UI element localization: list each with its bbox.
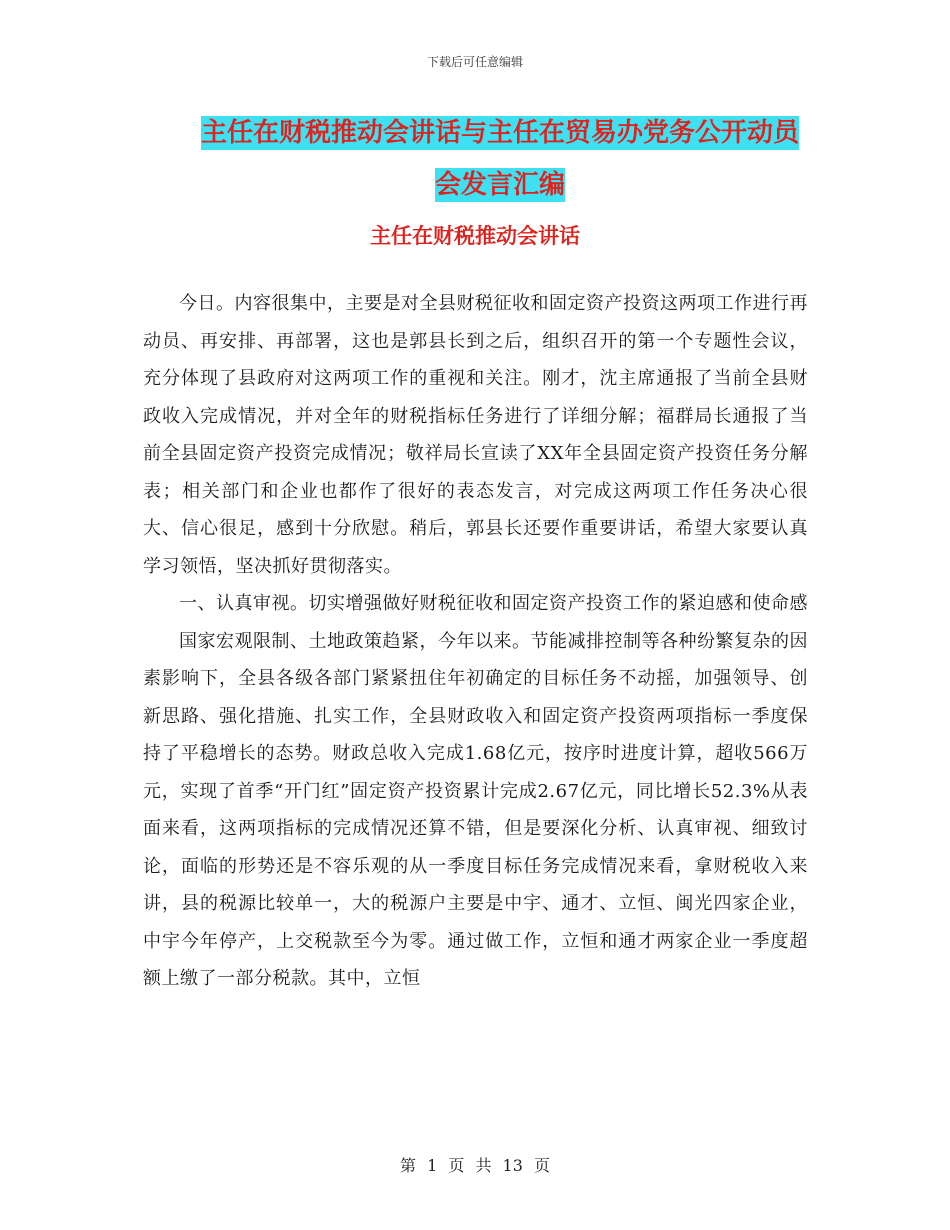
- document-title: [140, 107, 860, 211]
- paragraph-3: 国家宏观限制、土地政策趋紧，今年以来。节能减排控制等各种纷繁复杂的因素影响下，全县各级各部门紧紧扭住年初确定的目标任务不动摇，加强领导、创新思路、强化措施、扎实工作，全县财政收入和固定资产投资两项指标一季度保持了平稳增长的态势。财政总收入完成1.68亿元，按序时进度计算，超收566万元，实现了首季“开门红”固定资产投资累计完成2.67亿元，同比增长52.3%从表面来看，这两项指标的完成情况还算不错，但是要深化分析、认真审视、细致讨论，面临的形势还是不容乐观的从一季度目标任务完成情况来看，拿财税收入来讲，县的税源比较单一，大的税源户主要是中宇、通才、立恒、闽光四家企业，中宇今年停产，上交税款至今为零。通过做工作，立恒和通才两家企业一季度超额上缴了一部分税款。其中，立恒: [143, 630, 808, 989]
- section-title: 主任在财税推动会讲话: [370, 224, 580, 248]
- paragraph-1: 今日。内容很集中，主要是对全县财税征收和固定资产投资这两项工作进行再动员、再安排、再部署，这也是郭县长到之后，组织召开的第一个专题性会议，充分体现了县政府对这两项工作的重视和关注。刚才，沈主席通报了当前全县财政收入完成情况，并对全年的财税指标任务进行了详细分解；福群局长通报了当前全县固定资产投资完成情况；敬祥局长宣读了XX年全县固定资产投资任务分解表；相关部门和企业也都作了很好的表态发言，对完成这两项工作任务决心很大、信心很足，感到十分欣慰。稍后，郭县长还要作重要讲话，希望大家要认真学习领悟，坚决抓好贯彻落实。: [143, 293, 808, 577]
- paragraph-2-heading: 一、认真审视。切实增强做好财税征收和固定资产投资工作的紧迫感和使命感: [179, 593, 808, 614]
- page-number-footer: 第 1 页 共 13 页: [400, 1156, 550, 1175]
- page-header-note: 下载后可任意编辑: [426, 55, 523, 69]
- document-title-line-2: 会发言汇编: [434, 170, 565, 200]
- document-title-line-1: 主任在财税推动会讲话与主任在贸易办党务公开动员: [200, 118, 799, 148]
- document-body: [143, 285, 808, 998]
